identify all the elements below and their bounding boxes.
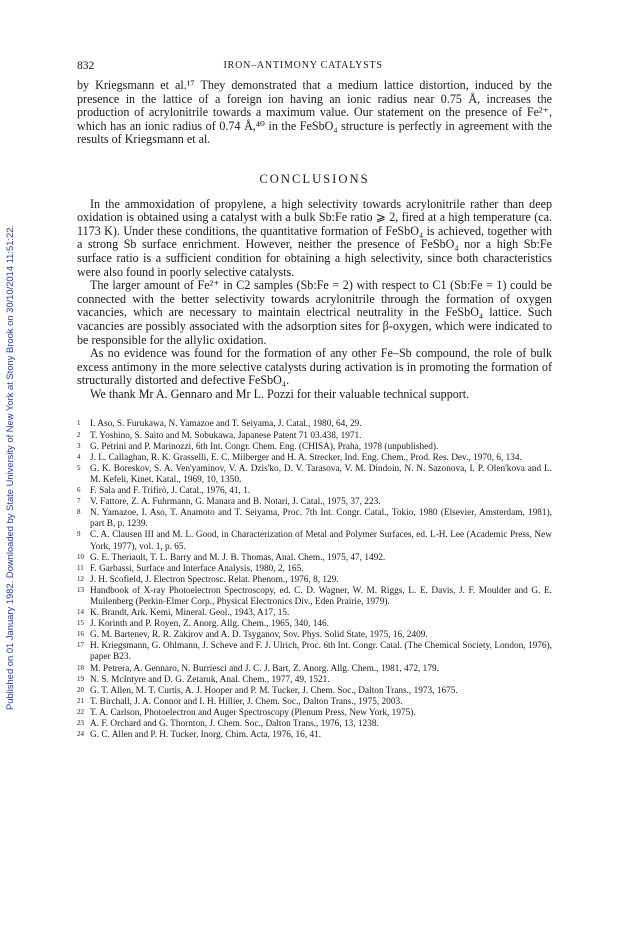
reference-item xyxy=(77,464,552,486)
reference-number: 16 xyxy=(77,630,84,639)
reference-text: G. T. Allen, M. T. Curtis, A. J. Hooper and P. M. Tucker, J. Chem. Soc., Dalton Trans., 1973, 1675. xyxy=(90,685,458,696)
reference-text: J. L. Callaghan, R. K. Grasselli, E. C. Milberger and H. A. Strecker, Ind. Eng. Chem., Prod. Res. Dev., 1970, 6, 134. xyxy=(90,452,522,463)
reference-item xyxy=(77,619,552,630)
reference-item xyxy=(77,630,552,641)
reference-item xyxy=(77,575,552,586)
reference-number: 6 xyxy=(77,486,81,495)
reference-item xyxy=(77,730,552,741)
journal-page xyxy=(77,60,552,741)
reference-number: 14 xyxy=(77,608,84,617)
reference-text: M. Petrera, A. Gennaro, N. Burriesci and J. C. J. Bart, Z. Anorg. Allg. Chem., 1981, 472, 179. xyxy=(90,663,439,674)
reference-item xyxy=(77,641,552,663)
reference-item xyxy=(77,530,552,552)
reference-number: 19 xyxy=(77,674,84,683)
reference-number: 22 xyxy=(77,707,84,716)
reference-text: N. Yamazoe, I. Aso, T. Anamoto and T. Seiyama, Proc. 7th Int. Congr. Catal., Tokio, 1980 (Elsevier, Amsterdam, 1981), part B, p. 1239. xyxy=(90,508,552,530)
reference-list xyxy=(77,419,552,741)
reference-number: 4 xyxy=(77,452,81,461)
reference-text: J. H. Scofield, J. Electron Spectrosc. Relat. Phenom., 1976, 8, 129. xyxy=(90,574,339,585)
reference-text: I. Aso, S. Furukawa, N. Yamazoe and T. Seiyama, J. Catal., 1980, 64, 29. xyxy=(90,419,362,430)
reference-number: 24 xyxy=(77,730,84,739)
reference-item xyxy=(77,586,552,608)
reference-item xyxy=(77,708,552,719)
reference-number: 13 xyxy=(77,585,84,594)
reference-item xyxy=(77,697,552,708)
reference-item xyxy=(77,486,552,497)
download-watermark: Published on 01 January 1982. Downloaded by State University of New York at Stony Brook on 30/10/2014 11:51:22. xyxy=(4,224,15,711)
reference-item xyxy=(77,442,552,453)
reference-number: 5 xyxy=(77,463,81,472)
article-body xyxy=(77,79,552,401)
reference-item xyxy=(77,453,552,464)
reference-number: 20 xyxy=(77,685,84,694)
acknowledgement: We thank Mr A. Gennaro and Mr L. Pozzi for their valuable technical support. xyxy=(90,386,470,401)
reference-text: N. S. McIntyre and D. G. Zetaruk, Anal. Chem., 1977, 49, 1521. xyxy=(90,674,330,685)
reference-number: 11 xyxy=(77,563,84,572)
reference-text: K. Brandt, Ark. Kemi, Mineral. Geol., 1943, A17, 15. xyxy=(90,608,290,619)
page-number: 832 xyxy=(77,60,95,72)
reference-item xyxy=(77,719,552,730)
reference-text: A. F. Orchard and G. Thornton, J. Chem. Soc., Dalton Trans., 1976, 13, 1238. xyxy=(90,719,379,729)
conclusion-paragraph-3: As no evidence was found for the formation of any other Fe–Sb compound, the role of bulk excess antimony in the more selective catalysts during activation is in promoting the formation of structurally distorted and defective FeSbO₄. xyxy=(77,346,552,388)
reference-number: 7 xyxy=(77,497,81,506)
reference-text: G. C. Allen and P. H. Tucker, Inorg. Chim. Acta, 1976, 16, 41. xyxy=(90,730,322,741)
reference-item xyxy=(77,564,552,575)
reference-text: F. Garbassi, Surface and Interface Analysis, 1980, 2, 165. xyxy=(90,563,304,574)
reference-item xyxy=(77,508,552,530)
reference-text: T. Birchall, J. A. Connor and I. H. Hillier, J. Chem. Soc., Dalton Trans., 1975, 2003. xyxy=(90,696,403,707)
reference-number: 9 xyxy=(77,530,81,539)
reference-number: 3 xyxy=(77,441,81,450)
conclusion-paragraph-1: In the ammoxidation of propylene, a high selectivity towards acrylonitrile rather than deep oxidation is obtained using a catalyst with a bulk Sb:Fe ratio ⩾ 2, fired at a high temperature (ca. 1173 K). Under these conditions, the quantitative formation of FeSbO₄ is achieved, together with a strong Sb surface enrichment. However, neither the presence of FeSbO₄ nor a high Sb:Fe surface ratio is a sufficient condition for obtaining a high selectivity, since both characteristics were also found in poorly selective catalysts. xyxy=(77,196,552,279)
reference-text: F. Sala and F. Trifirò, J. Catal., 1976, 41, 1. xyxy=(90,486,251,497)
running-title: IRON–ANTIMONY CATALYSTS xyxy=(223,60,383,71)
reference-number: 15 xyxy=(77,619,84,628)
reference-text: V. Fattore, Z. A. Fuhrmann, G. Manara and B. Notari, J. Catal., 1975, 37, 223. xyxy=(90,497,381,508)
reference-number: 18 xyxy=(77,663,84,672)
reference-item xyxy=(77,497,552,508)
page-header xyxy=(77,60,552,72)
reference-text: H. Kriegsmann, G. Ohlmann, J. Scheve and F. J. Ulrich, Proc. 6th Int. Congr. Catal. (The Chemical Society, London, 1976), paper B23. xyxy=(90,641,552,663)
reference-number: 8 xyxy=(77,508,81,517)
reference-item xyxy=(77,553,552,564)
reference-number: 1 xyxy=(77,419,81,428)
reference-text: T. A. Carlson, Photoelectron and Auger Spectroscopy (Plenum Press, New York, 1975). xyxy=(90,707,416,718)
reference-text: G. E. Theriault, T. L. Barry and M. J. B. Thomas, Anal. Chem., 1975, 47, 1492. xyxy=(90,552,386,563)
reference-text: C. A. Clausen III and M. L. Good, in Characterization of Metal and Polymer Surfaces, ed. L-H. Lee (Academic Press, New York, 1977), vol. 1, p. 65. xyxy=(90,530,552,552)
reference-item xyxy=(77,664,552,675)
section-heading-conclusions: CONCLUSIONS xyxy=(259,171,370,186)
reference-number: 23 xyxy=(77,719,84,727)
reference-number: 17 xyxy=(77,641,84,650)
reference-number: 2 xyxy=(77,430,81,439)
reference-text: J. Korinth and P. Royen, Z. Anorg. Allg. Chem., 1965, 340, 146. xyxy=(90,619,329,630)
reference-number: 21 xyxy=(77,696,84,705)
reference-text: Handbook of X-ray Photoelectron Spectroscopy, ed. C. D. Wagner, W. M. Riggs, L. E. Davis, J. F. Moulder and G. E. Muilenberg (Perkin-Elmer Corp., Physical Electronics Div., Eden Prairie, 1979). xyxy=(90,585,552,607)
reference-number: 12 xyxy=(77,574,84,583)
reference-text: G. K. Boreskov, S. A. Ven'yaminov, V. A. Dzis'ko, D. V. Tarasova, V. M. Dindoin, N. N. Sazonova, I. P. Olen'kova and L. M. Kefeli, Kinet. Katal., 1969, 10, 1350. xyxy=(90,463,552,485)
reference-text: G. Petrini and P. Marinozzi, 6th Int. Congr. Chem. Eng. (CHISA), Praha, 1978 (unpublished). xyxy=(90,441,439,452)
reference-number: 10 xyxy=(77,552,84,561)
conclusion-paragraph-2: The larger amount of Fe²⁺ in C2 samples (Sb:Fe = 2) with respect to C1 (Sb:Fe = 1) could be connected with the better selectivity towards acrylonitrile through the formation of oxygen vacancies, which are necessary to maintain electrical neutrality in the FeSbO₄ lattice. Such vacancies are possibly associated with the adsorption sites for β-oxygen, which were indicated to be responsible for the allylic oxidation. xyxy=(77,278,552,347)
reference-item xyxy=(77,675,552,686)
intro-paragraph: by Kriegsmann et al.¹⁷ They demonstrated that a medium lattice distortion, induced by the presence in the lattice of a foreign ion having an ionic radius near 0.75 Å, increases the production of acrylonitrile towards a maximum value. Our statement on the presence of Fe²⁺, which has an ionic radius of 0.74 Å,⁴⁰ in the FeSbO₄ structure is perfectly in agreement with the results of Kriegsmann et al. xyxy=(77,78,552,147)
reference-item xyxy=(77,431,552,442)
reference-item xyxy=(77,419,552,430)
reference-item xyxy=(77,686,552,697)
reference-text: G. M. Bartenev, R. R. Zakirov and A. D. Tsyganov, Sov. Phys. Solid State, 1975, 16, 2409. xyxy=(90,630,428,641)
reference-item xyxy=(77,608,552,619)
reference-text: T. Yoshino, S. Saito and M. Sobukawa, Japanese Patent 71 03.438, 1971. xyxy=(90,430,362,441)
